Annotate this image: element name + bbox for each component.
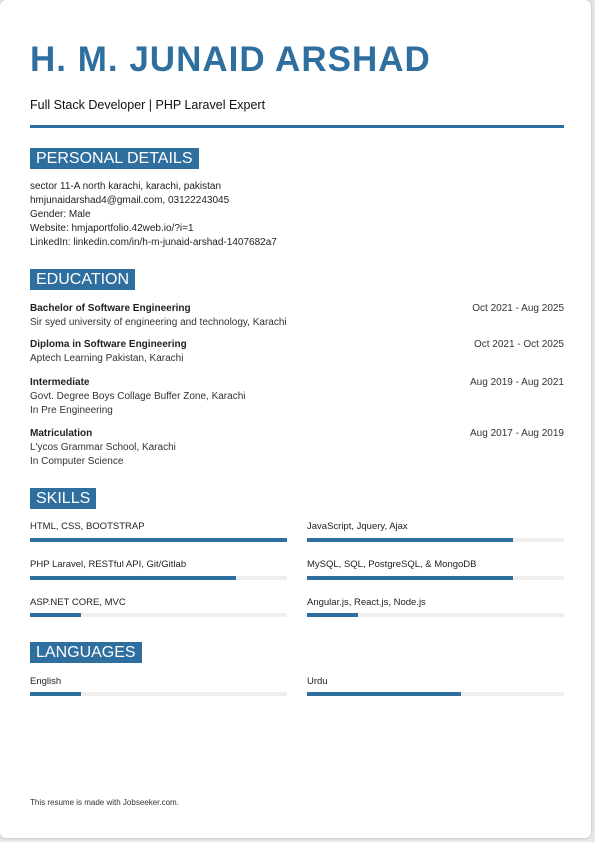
address-text: sector 11-A north karachi, karachi, pakistan xyxy=(30,181,222,192)
education-institution: Aptech Learning Pakistan, Karachi xyxy=(30,353,184,364)
website-link[interactable]: Website: hmjaportfolio.42web.io/?i=1 xyxy=(30,223,194,234)
education-institution: Govt. Degree Boys Collage Buffer Zone, Karachi xyxy=(30,391,246,402)
skill-level-fill xyxy=(30,538,287,542)
footer-credit: This resume is made with Jobseeker.com. xyxy=(30,798,179,807)
skill-label: JavaScript, Jquery, Ajax xyxy=(307,521,408,532)
education-institution: Sir syed university of engineering and technology, Karachi xyxy=(30,317,287,328)
education-dates: Oct 2021 - Oct 2025 xyxy=(473,339,564,350)
education-field: In Pre Engineering xyxy=(30,405,113,416)
skill-level-fill xyxy=(307,613,358,617)
skill-label: Angular.js, React.js, Node.js xyxy=(307,597,426,608)
linkedin-link[interactable]: LinkedIn: linkedin.com/in/h-m-junaid-arshad-1407682a7 xyxy=(30,237,277,248)
section-title-education: EDUCATION xyxy=(30,269,135,290)
education-field: In Computer Science xyxy=(30,456,124,467)
skill-level-bar xyxy=(307,576,564,580)
education-dates: Aug 2017 - Aug 2019 xyxy=(470,428,564,439)
section-title-skills: SKILLS xyxy=(30,488,96,509)
skill-label: HTML, CSS, BOOTSTRAP xyxy=(30,521,145,532)
skill-label: MySQL, SQL, PostgreSQL, & MongoDB xyxy=(307,559,477,570)
skill-label: PHP Laravel, RESTful API, Git/Gitlab xyxy=(30,559,187,570)
skill-level-fill xyxy=(30,576,236,580)
gender-text: Gender: Male xyxy=(30,209,91,220)
skill-level-bar xyxy=(30,613,287,617)
skill-level-bar xyxy=(30,538,287,542)
skill-label: ASP.NET CORE, MVC xyxy=(30,597,126,608)
education-dates: Oct 2021 - Aug 2025 xyxy=(472,303,564,314)
education-degree: Intermediate xyxy=(30,377,90,388)
language-level-fill xyxy=(30,692,81,696)
candidate-name: H. M. JUNAID ARSHAD xyxy=(30,40,431,79)
skill-level-bar xyxy=(307,538,564,542)
education-dates: Aug 2019 - Aug 2021 xyxy=(470,377,564,388)
skill-level-bar xyxy=(30,576,287,580)
skill-level-fill xyxy=(30,613,81,617)
education-degree: Bachelor of Software Engineering xyxy=(30,303,191,314)
section-title-languages: LANGUAGES xyxy=(30,642,142,663)
skill-level-fill xyxy=(307,538,513,542)
language-level-bar xyxy=(30,692,287,696)
education-degree: Diploma in Software Engineering xyxy=(30,339,187,350)
language-label: Urdu xyxy=(307,676,328,687)
skill-level-bar xyxy=(307,613,564,617)
skill-level-fill xyxy=(307,576,513,580)
language-level-fill xyxy=(307,692,461,696)
section-title-personal-details: PERSONAL DETAILS xyxy=(30,148,199,169)
education-institution: L'ycos Grammar School, Karachi xyxy=(30,442,176,453)
language-label: English xyxy=(30,676,62,687)
education-degree: Matriculation xyxy=(30,428,93,439)
language-level-bar xyxy=(307,692,564,696)
email-phone-text: hmjunaidarshad4@gmail.com, 03122243045 xyxy=(30,195,230,206)
candidate-headline: Full Stack Developer | PHP Laravel Expert xyxy=(30,98,266,112)
header-divider xyxy=(30,125,564,128)
